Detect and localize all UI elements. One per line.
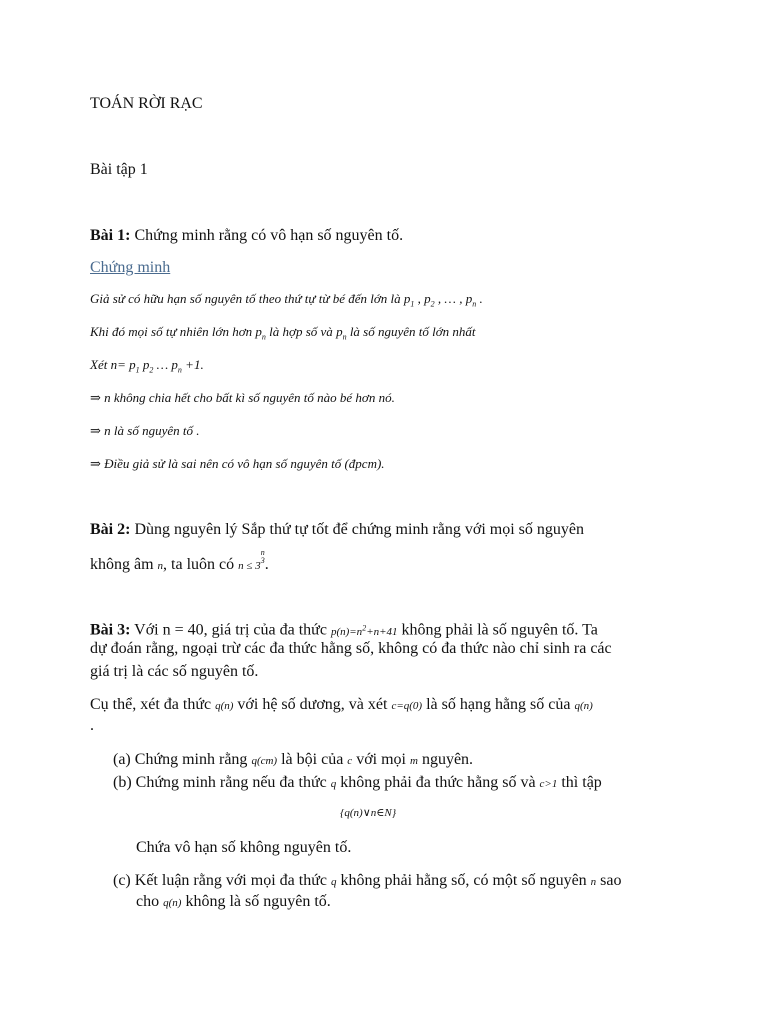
part-b-conclusion: Chứa vô hạn số không nguyên tố. xyxy=(136,839,352,856)
part-c-text-3: sao xyxy=(596,872,622,889)
part-a-text-4: nguyên. xyxy=(417,751,474,768)
problem-3-line-4: Cụ thể, xét đa thức q(n) với hệ số dương, và xét c=q(0) là số hạng hằng số của q(n) xyxy=(90,696,593,713)
proof-line-2-text-c: là số nguyên tố lớn nhất xyxy=(346,324,476,339)
problem-3-text-1b: không phải là số nguyên tố. Ta xyxy=(397,621,598,639)
proof-line-3-text: Xét xyxy=(90,357,111,372)
part-c-label: (c) xyxy=(113,872,131,889)
problem-2-line-1 xyxy=(90,520,584,540)
problem-3-line-4-end: . xyxy=(90,717,94,734)
proof-line-3: Xét $n= p_1$ $p_2$ … $p_n +1$. xyxy=(90,357,204,375)
problem-2-text-2a: không âm xyxy=(90,556,158,573)
problem-3-text-4c: là số hạng hằng số của xyxy=(422,696,575,713)
part-c-text-2: không phải hằng số, có một số nguyên xyxy=(336,872,591,889)
part-c-text-1: Kết luận rằng với mọi đa thức xyxy=(134,872,331,889)
part-b-label: (b) xyxy=(113,774,132,791)
problem-1-label: Bài 1: xyxy=(90,227,131,244)
proof-line-1-text: Giả sử có hữu hạn số nguyên tố theo thứ tự từ bé đến lớn là xyxy=(90,291,404,306)
exercise-heading: Bài tập 1 xyxy=(90,161,148,178)
part-a-text-2: là bội của xyxy=(277,751,348,768)
part-b-text-2: không phải đa thức hằng số và xyxy=(336,774,540,791)
problem-2-label: Bài 2: xyxy=(90,521,131,538)
proof-line-2: Khi đó mọi số tự nhiên lớn hơn $p_n$ là hợp số và $p_n$ là số nguyên tố lớn nhất xyxy=(90,324,476,342)
prime-list: $p_1$ , $p_2$ , … , $p_n$ . xyxy=(403,291,483,309)
part-a-text-1: Chứng minh rằng xyxy=(134,751,252,768)
problem-2-text-1: Dùng nguyên lý Sắp thứ tự tốt để chứng minh rằng với mọi số nguyên xyxy=(130,521,584,538)
problem-3-text-4b: với hệ số dương, và xét xyxy=(233,696,392,713)
problem-3-text-4a: Cụ thể, xét đa thức xyxy=(90,696,216,713)
problem-2-text-2b: , ta luôn có xyxy=(163,556,239,573)
proof-line-2-text-a: Khi đó mọi số tự nhiên lớn hơn xyxy=(90,324,256,339)
proof-line-2-text-b: là hợp số và xyxy=(265,324,337,339)
proof-link[interactable]: Chứng minh xyxy=(90,259,171,276)
part-c-line-2: cho q(n) không là số nguyên tố. xyxy=(136,893,331,910)
part-c-text-5: không là số nguyên tố. xyxy=(181,893,331,910)
set-formula: {q(n)∨n∈N} xyxy=(340,807,397,819)
proof-line-4: ⇒ n không chia hết cho bất kì số nguyên tố nào bé hơn nó. xyxy=(90,390,395,405)
part-b-text-1: Chứng minh rằng nếu đa thức xyxy=(135,774,331,791)
problem-3-text-1a: Với n = 40, giá trị của đa thức xyxy=(130,621,331,639)
proof-line-6: ⇒ Điều giả sử là sai nên có vô hạn số nguyên tố (đpcm). xyxy=(90,456,385,471)
part-c-text-4: cho xyxy=(136,893,164,910)
problem-1 xyxy=(90,226,403,246)
part-b: (b) Chứng minh rằng nếu đa thức q không phải đa thức hằng số và c>1 thì tập xyxy=(113,774,602,791)
problem-2-line-2: không âm n, ta luôn có n ≤ 3n 3. xyxy=(90,548,269,573)
polynomial-formula: $p(n)=n^2+n+41$ xyxy=(330,623,398,638)
part-b-text-3: thì tập xyxy=(557,774,602,791)
inequality-formula: n ≤ 3n 3 xyxy=(238,548,265,572)
problem-3-label: Bài 3: xyxy=(90,621,131,639)
proof-line-5: ⇒ n là số nguyên tố . xyxy=(90,423,200,438)
problem-3-line-2: dự đoán rằng, ngoại trừ các đa thức hằng số, không có đa thức nào chỉ sinh ra các xyxy=(90,640,612,657)
part-c-line-1: (c) Kết luận rằng với mọi đa thức q không phải hằng số, có một số nguyên n sao xyxy=(113,872,622,889)
document-title: TOÁN RỜI RẠC xyxy=(90,95,203,112)
problem-3-line-3: giá trị là các số nguyên tố. xyxy=(90,663,259,680)
part-a: (a) Chứng minh rằng q(cm) là bội của c với mọi m nguyên. xyxy=(113,751,474,768)
proof-line-1 xyxy=(90,290,483,314)
part-a-label: (a) xyxy=(113,751,131,768)
problem-1-text: Chứng minh rằng có vô hạn số nguyên tố. xyxy=(130,227,404,244)
part-a-text-3: với mọi xyxy=(352,751,410,768)
